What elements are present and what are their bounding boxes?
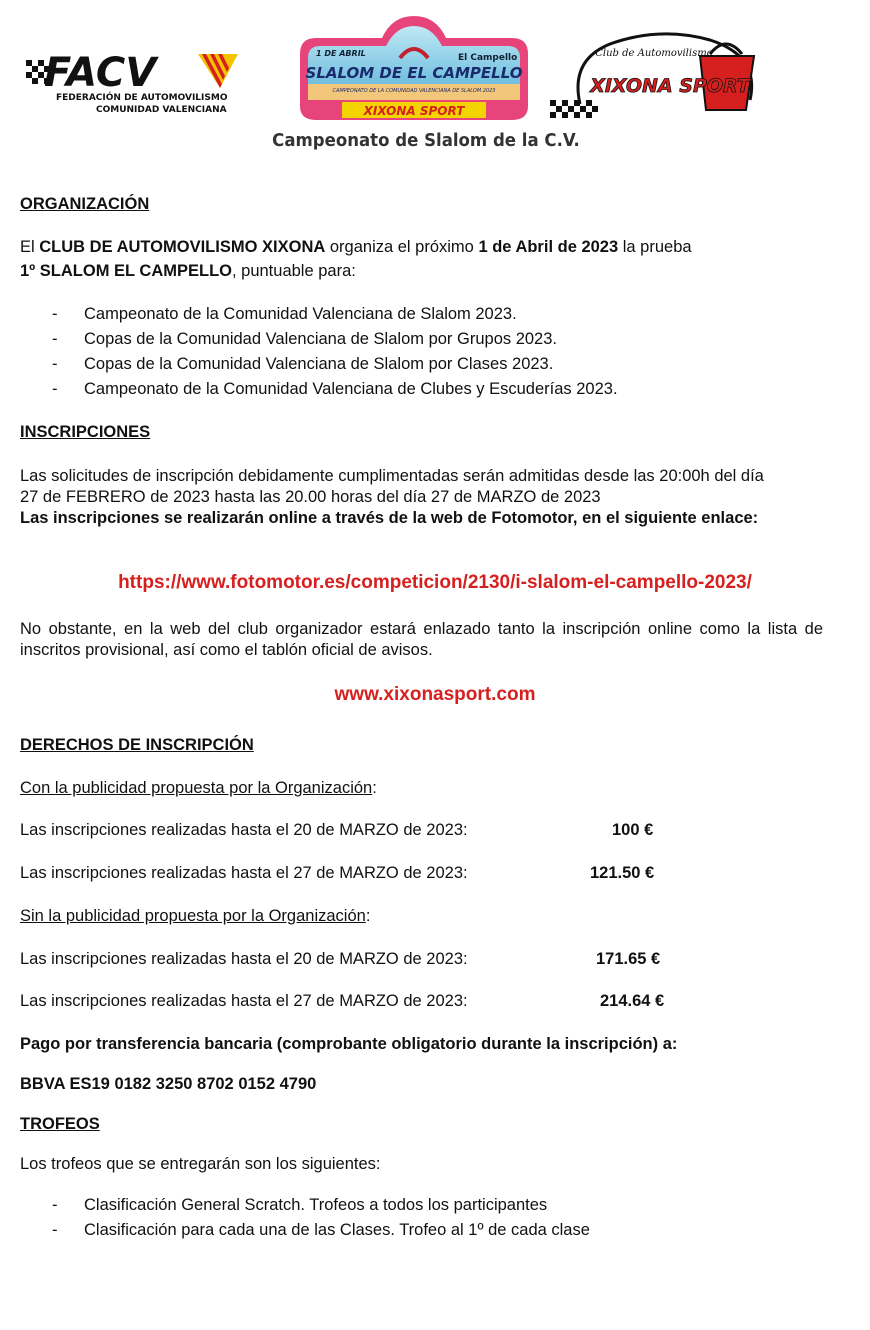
fee-row-label: Las inscripciones realizadas hasta el 20 de MARZO de 2023: [20, 821, 468, 839]
list-item: - Copas de la Comunidad Valenciana de Slalom por Clases 2023. [52, 355, 554, 373]
section-heading-trofeos: TROFEOS [20, 1115, 100, 1133]
list-item: - Campeonato de la Comunidad Valenciana de Clubes y Escuderías 2023. [52, 380, 618, 398]
fee-row-label: Las inscripciones realizadas hasta el 27 de MARZO de 2023: [20, 992, 468, 1010]
section-heading-organizacion: ORGANIZACIÓN [20, 195, 150, 213]
payment-notice: Pago por transferencia bancaria (comprobante obligatorio durante la inscripción) a: [20, 1035, 678, 1053]
document-subtitle: Campeonato de Slalom de la C.V. [272, 130, 580, 151]
sin-publicidad-label: Sin la publicidad propuesta por la Organización: [20, 907, 371, 925]
organizacion-paragraph-line1: El CLUB DE AUTOMOVILISMO XIXONA organiza el próximo 1 de Abril de 2023 la prueba [20, 238, 692, 256]
header [0, 0, 870, 160]
inscripciones-online-notice: Las inscripciones se realizarán online a través de la web de Fotomotor, en el siguiente enlace: [20, 509, 759, 527]
fee-row-price: 121.50 € [590, 864, 655, 882]
slalom-el-campello-logo [296, 14, 532, 124]
organizacion-paragraph-line2: 1º SLALOM EL CAMPELLO, puntuable para: [20, 262, 356, 280]
inscripciones-paragraph-line1: Las solicitudes de inscripción debidamente cumplimentadas serán admitidas desde las 20:00h del día [20, 467, 764, 485]
section-heading-derechos: DERECHOS DE INSCRIPCIÓN [20, 736, 254, 754]
svg-text:XIXONA SPORT: XIXONA SPORT [590, 75, 750, 97]
inscripciones-paragraph-line2: 27 de FEBRERO de 2023 hasta las 20.00 horas del día 27 de MARZO de 2023 [20, 488, 601, 506]
bank-account: BBVA ES19 0182 3250 8702 0152 4790 [20, 1075, 317, 1093]
fee-row-label: Las inscripciones realizadas hasta el 20 de MARZO de 2023: [20, 950, 468, 968]
list-item: - Clasificación General Scratch. Trofeos a todos los participantes [52, 1196, 548, 1214]
svg-text:El Campello: El Campello [458, 53, 518, 63]
svg-text:COMUNIDAD VALENCIANA: COMUNIDAD VALENCIANA [96, 105, 227, 115]
xixonasport-link[interactable]: www.xixonasport.com [334, 684, 536, 705]
fee-row-label: Las inscripciones realizadas hasta el 27 de MARZO de 2023: [20, 864, 468, 882]
facv-logo [26, 44, 246, 120]
svg-text:FACV: FACV [44, 50, 157, 96]
svg-text:XIXONA SPORT: XIXONA SPORT [363, 104, 465, 118]
xixona-sport-logo [550, 30, 774, 118]
list-item: - Copas de la Comunidad Valenciana de Slalom por Grupos 2023. [52, 330, 557, 348]
list-item: - Campeonato de la Comunidad Valenciana de Slalom 2023. [52, 305, 517, 323]
svg-text:1 DE ABRIL: 1 DE ABRIL [316, 49, 366, 58]
svg-text:FEDERACIÓN DE AUTOMOVILISMO: FEDERACIÓN DE AUTOMOVILISMO [56, 93, 228, 103]
section-heading-inscripciones: INSCRIPCIONES [20, 423, 151, 441]
list-item: - Clasificación para cada una de las Clases. Trofeo al 1º de cada clase [52, 1221, 590, 1239]
fee-row-price: 171.65 € [596, 950, 661, 968]
trofeos-intro: Los trofeos que se entregarán son los siguientes: [20, 1155, 381, 1173]
svg-text:CAMPEONATO DE LA COMUNIDAD VAL: CAMPEONATO DE LA COMUNIDAD VALENCIANA DE SLALOM 2023 [332, 88, 496, 94]
svg-text:Club de Automovilismo: Club de Automovilismo [595, 48, 713, 59]
fee-row-price: 214.64 € [600, 992, 665, 1010]
inscripciones-club-notice: No obstante, en la web del club organizador estará enlazado tanto la inscripción online como la lista de inscritos provisional, así como el tablón oficial de avisos. [20, 620, 823, 659]
svg-text:SLALOM DE EL CAMPELLO: SLALOM DE EL CAMPELLO [305, 64, 523, 82]
fee-row-price: 100 € [612, 821, 654, 839]
fotomotor-link[interactable]: https://www.fotomotor.es/competicion/2130/i-slalom-el-campello-2023/ [118, 572, 752, 593]
con-publicidad-label: Con la publicidad propuesta por la Organización: [20, 779, 377, 797]
